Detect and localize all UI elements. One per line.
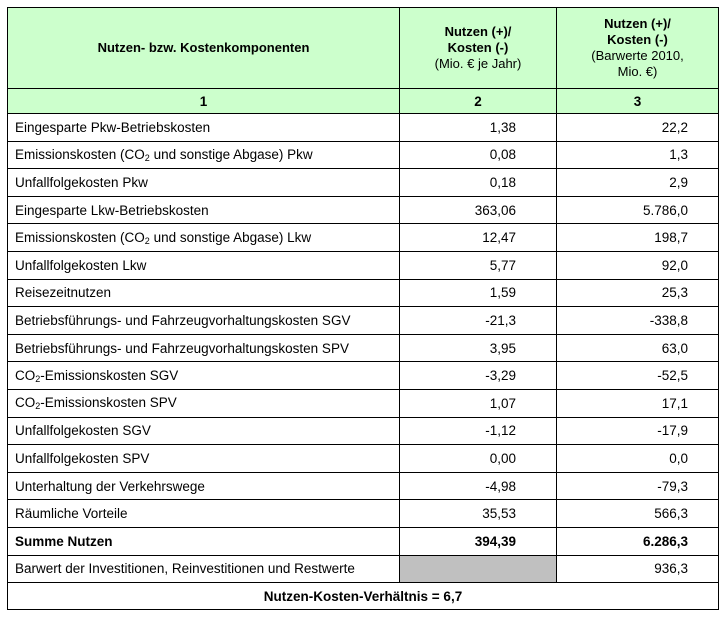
row-present-value: 1,3 xyxy=(557,141,719,169)
table-row xyxy=(8,334,719,362)
table-row xyxy=(8,500,719,528)
header-annual xyxy=(400,8,557,89)
row-label-text: Emissionskosten (CO xyxy=(15,146,145,162)
row-annual-value: 0,00 xyxy=(400,445,557,473)
row-label xyxy=(8,500,400,528)
table-row xyxy=(8,224,719,252)
row-annual-value: 0,18 xyxy=(400,169,557,197)
row-label xyxy=(8,251,400,279)
row-label-text: Unfallfolgekosten Pkw xyxy=(15,174,148,190)
table-row xyxy=(8,169,719,197)
row-label-text: CO xyxy=(15,367,36,383)
header-components: Nutzen- bzw. Kostenkomponenten xyxy=(8,8,400,89)
row-annual-value: 35,53 xyxy=(400,500,557,528)
row-annual-value: 12,47 xyxy=(400,224,557,252)
row-label-text: Reisezeitnutzen xyxy=(15,285,112,301)
row-present-value: -79,3 xyxy=(557,472,719,500)
row-label xyxy=(8,334,400,362)
row-label-text: Betriebsführungs- und Fahrzeugvorhaltungskosten SPV xyxy=(15,340,349,356)
row-label-text: CO xyxy=(15,395,36,411)
sum-annual-value: 394,39 xyxy=(400,527,557,555)
row-label-text: Eingesparte Pkw-Betriebskosten xyxy=(15,119,211,135)
header-annual-line2: Kosten (-) xyxy=(447,40,509,55)
row-present-value: -338,8 xyxy=(557,307,719,335)
row-label xyxy=(8,114,400,142)
row-annual-value: 1,07 xyxy=(400,389,557,417)
row-annual-value: 1,59 xyxy=(400,279,557,307)
row-label-subscript: 2 xyxy=(144,152,150,163)
row-label-suffix: -Emissionskosten SPV xyxy=(40,395,177,411)
header-present-value xyxy=(557,8,719,89)
row-annual-value: -4,98 xyxy=(400,472,557,500)
sum-present-value: 6.286,3 xyxy=(557,527,719,555)
investment-label: Barwert der Investitionen, Reinvestitionen und Restwerte xyxy=(8,555,400,583)
row-label-subscript: 2 xyxy=(35,401,41,412)
column-number-row xyxy=(8,89,719,114)
row-annual-value: 363,06 xyxy=(400,196,557,224)
row-annual-value: -21,3 xyxy=(400,307,557,335)
header-row xyxy=(8,8,719,89)
investment-row xyxy=(8,555,719,583)
row-annual-value: 0,08 xyxy=(400,141,557,169)
ratio-row xyxy=(8,583,719,610)
row-label-suffix: -Emissionskosten SGV xyxy=(40,367,179,383)
row-present-value: 5.786,0 xyxy=(557,196,719,224)
row-present-value: 22,2 xyxy=(557,114,719,142)
row-label-text: Unfallfolgekosten Lkw xyxy=(15,257,147,273)
row-present-value: 25,3 xyxy=(557,279,719,307)
column-number-3: 3 xyxy=(557,89,719,114)
row-label-subscript: 2 xyxy=(144,235,150,246)
row-present-value: -52,5 xyxy=(557,362,719,390)
row-label-text: Eingesparte Lkw-Betriebskosten xyxy=(15,202,209,218)
row-label-suffix: und sonstige Abgase) Pkw xyxy=(149,146,313,162)
row-label-suffix: und sonstige Abgase) Lkw xyxy=(149,229,312,245)
row-label xyxy=(8,417,400,445)
row-present-value: 63,0 xyxy=(557,334,719,362)
header-pv-line4: Mio. €) xyxy=(617,64,658,79)
cost-benefit-ratio: Nutzen-Kosten-Verhältnis = 6,7 xyxy=(8,583,719,610)
row-annual-value: -1,12 xyxy=(400,417,557,445)
row-label-text: Unfallfolgekosten SGV xyxy=(15,423,151,439)
row-present-value: 92,0 xyxy=(557,251,719,279)
header-pv-line3: (Barwerte 2010, xyxy=(591,48,684,63)
table-row xyxy=(8,389,719,417)
row-label-subscript: 2 xyxy=(35,373,41,384)
cost-benefit-table xyxy=(7,7,719,610)
table-row xyxy=(8,279,719,307)
row-label xyxy=(8,307,400,335)
column-number-2: 2 xyxy=(400,89,557,114)
header-annual-line3: (Mio. € je Jahr) xyxy=(434,56,522,71)
table-row xyxy=(8,196,719,224)
row-present-value: 2,9 xyxy=(557,169,719,197)
row-present-value: 17,1 xyxy=(557,389,719,417)
row-label xyxy=(8,141,400,169)
row-label-text: Betriebsführungs- und Fahrzeugvorhaltungskosten SGV xyxy=(15,312,351,328)
row-annual-value: 3,95 xyxy=(400,334,557,362)
table-row xyxy=(8,362,719,390)
row-label xyxy=(8,279,400,307)
row-label xyxy=(8,362,400,390)
sum-label: Summe Nutzen xyxy=(8,527,400,555)
row-label-text: Unterhaltung der Verkehrswege xyxy=(15,478,205,494)
header-pv-line2: Kosten (-) xyxy=(607,32,668,47)
table-row xyxy=(8,472,719,500)
row-annual-value: -3,29 xyxy=(400,362,557,390)
investment-annual-empty xyxy=(400,555,557,583)
row-label xyxy=(8,196,400,224)
cost-benefit-table-container xyxy=(7,7,718,612)
table-row xyxy=(8,417,719,445)
table-row xyxy=(8,307,719,335)
row-present-value: 0,0 xyxy=(557,445,719,473)
row-present-value: -17,9 xyxy=(557,417,719,445)
row-present-value: 566,3 xyxy=(557,500,719,528)
row-label-text: Räumliche Vorteile xyxy=(15,506,128,522)
row-label-text: Unfallfolgekosten SPV xyxy=(15,450,150,466)
sum-row xyxy=(8,527,719,555)
row-label xyxy=(8,472,400,500)
row-annual-value: 1,38 xyxy=(400,114,557,142)
row-label xyxy=(8,389,400,417)
investment-present-value: 936,3 xyxy=(557,555,719,583)
row-label xyxy=(8,445,400,473)
row-annual-value: 5,77 xyxy=(400,251,557,279)
table-row xyxy=(8,114,719,142)
row-present-value: 198,7 xyxy=(557,224,719,252)
row-label xyxy=(8,224,400,252)
table-row xyxy=(8,141,719,169)
table-row xyxy=(8,251,719,279)
column-number-1: 1 xyxy=(8,89,400,114)
header-pv-line1: Nutzen (+)/ xyxy=(604,16,671,31)
row-label-text: Emissionskosten (CO xyxy=(15,229,145,245)
header-annual-line1: Nutzen (+)/ xyxy=(444,24,512,39)
table-row xyxy=(8,445,719,473)
row-label xyxy=(8,169,400,197)
